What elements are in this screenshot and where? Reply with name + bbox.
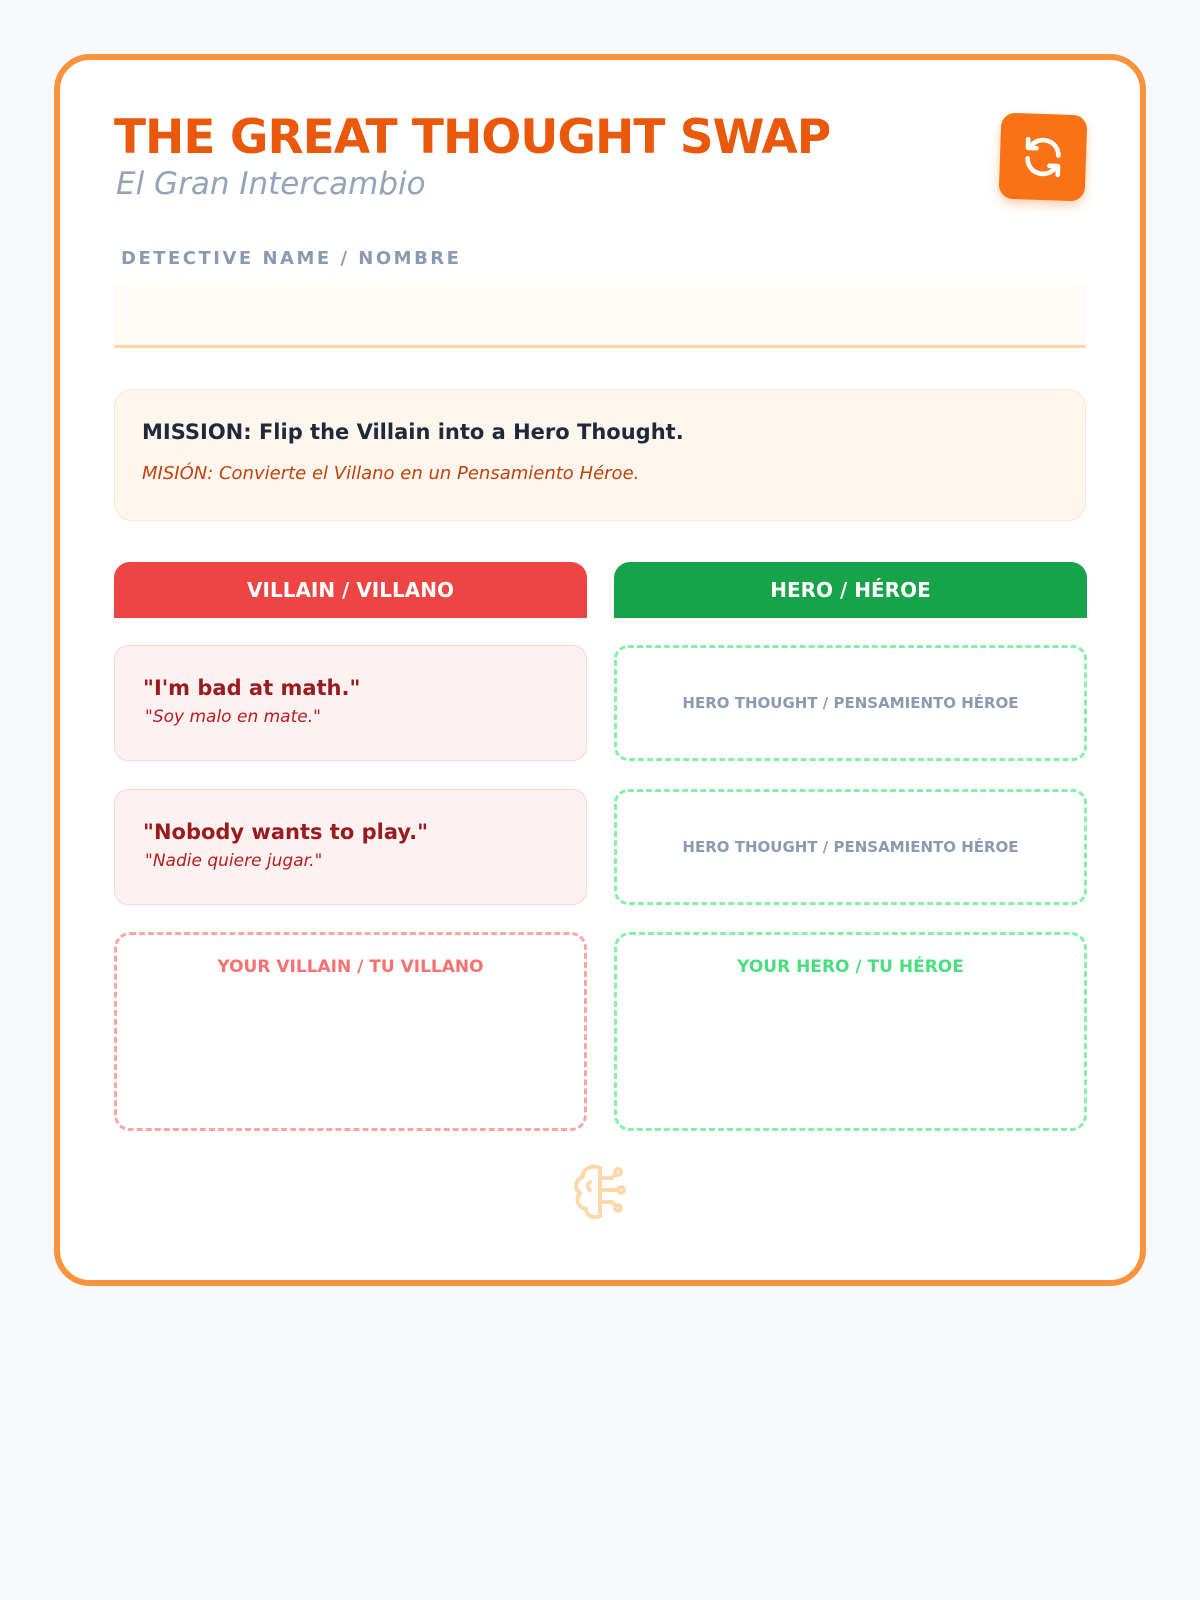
hero-thought-placeholder: HERO THOUGHT / PENSAMIENTO HÉROE bbox=[682, 838, 1019, 856]
villain-thought-en: "Nobody wants to play." bbox=[143, 820, 429, 844]
refresh-icon bbox=[1019, 133, 1067, 181]
villain-thought-card[interactable] bbox=[114, 645, 587, 761]
villain-thought-card[interactable] bbox=[114, 789, 587, 905]
hero-thought-slot[interactable] bbox=[614, 789, 1087, 905]
hero-column-header: HERO / HÉROE bbox=[614, 562, 1087, 618]
your-villain-box[interactable] bbox=[114, 932, 587, 1131]
brain-icon bbox=[568, 1160, 632, 1224]
detective-name-label: DETECTIVE NAME / NOMBRE bbox=[121, 248, 462, 269]
mission-text-es: MISIÓN: Convierte el Villano en un Pensamiento Héroe. bbox=[142, 463, 640, 484]
your-hero-box[interactable] bbox=[614, 932, 1087, 1131]
mission-box bbox=[114, 389, 1086, 521]
hero-thought-slot[interactable] bbox=[614, 645, 1087, 761]
page-subtitle: El Gran Intercambio bbox=[116, 166, 426, 202]
villain-thought-en: "I'm bad at math." bbox=[143, 676, 361, 700]
your-hero-label: YOUR HERO / TU HÉROE bbox=[737, 957, 964, 977]
villain-thought-es: "Soy malo en mate." bbox=[145, 707, 321, 727]
page-title: THE GREAT THOUGHT SWAP bbox=[114, 110, 831, 165]
detective-name-input[interactable] bbox=[114, 284, 1086, 348]
your-villain-label: YOUR VILLAIN / TU VILLANO bbox=[217, 957, 484, 977]
mission-text-en: MISSION: Flip the Villain into a Hero Thought. bbox=[142, 420, 684, 444]
hero-thought-placeholder: HERO THOUGHT / PENSAMIENTO HÉROE bbox=[682, 694, 1019, 712]
villain-thought-es: "Nadie quiere jugar." bbox=[145, 851, 323, 871]
refresh-button[interactable] bbox=[999, 113, 1088, 202]
villain-column-header: VILLAIN / VILLANO bbox=[114, 562, 587, 618]
